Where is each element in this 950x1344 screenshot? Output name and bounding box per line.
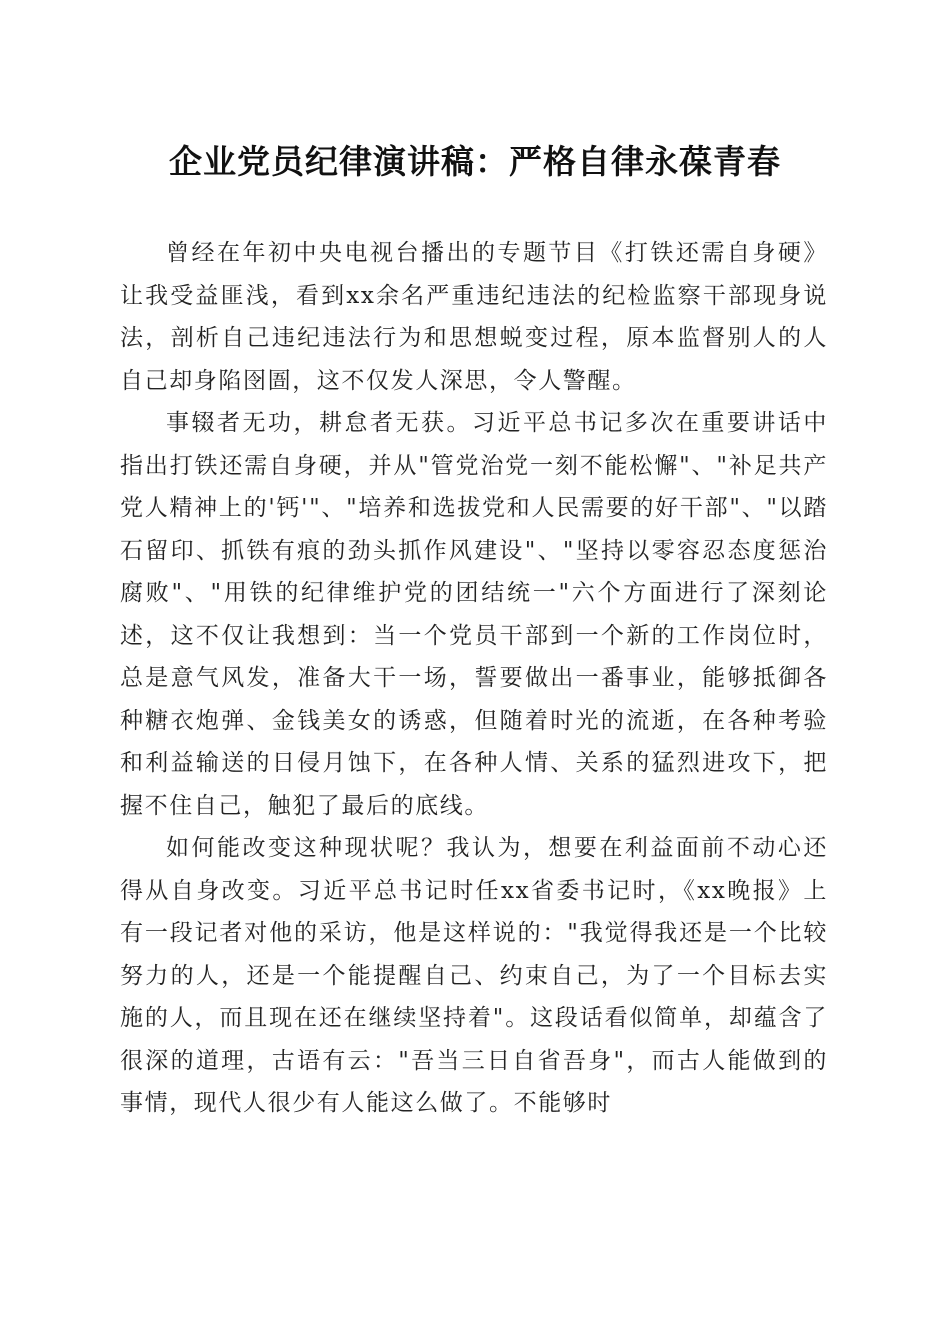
paragraph-3: 如何能改变这种现状呢？我认为，想要在利益面前不动心还得从自身改变。习近平总书记时任xx省委书记时，《xx晚报》上有一段记者对他的采访，他是这样说的："我觉得我还是一个比较努力的人，还是一个能提醒自己、约束自己，为了一个目标去实施的人，而且现在还在继续坚持着"。这段话看似简单，却蕴含了很深的道理，古语有云："吾当三日自省吾身"，而古人能做到的事情，现代人很少有人能这么做了。不能够时 <box>120 835 828 1116</box>
paragraph-2: 事辍者无功，耕怠者无获。习近平总书记多次在重要讲话中指出打铁还需自身硬，并从"管党治党一刻不能松懈"、"补足共产党人精神上的'钙'"、"培养和选拔党和人民需要的好干部"、"以踏石留印、抓铁有痕的劲头抓作风建设"、"坚持以零容忍态度惩治腐败"、"用铁的纪律维护党的团结统一"六个方面进行了深刻论述，这不仅让我想到：当一个党员干部到一个新的工作岗位时，总是意气风发，准备大干一场，誓要做出一番事业，能够抵御各种糖衣炮弹、金钱美女的诱惑，但随着时光的流逝，在各种考验和利益输送的日侵月蚀下，在各种人情、关系的猛烈进攻下，把握不住自己，触犯了最后的底线。 <box>120 410 828 819</box>
document-title: 企业党员纪律演讲稿：严格自律永葆青春 <box>169 142 781 181</box>
document-body <box>120 232 828 1125</box>
paragraph-1: 曾经在年初中央电视台播出的专题节目《打铁还需自身硬》让我受益匪浅，看到xx余名严重违纪违法的纪检监察干部现身说法，剖析自己违纪违法行为和思想蜕变过程，原本监督别人的人自己却身陷囹圄，这不仅发人深思，令人警醒。 <box>120 240 828 394</box>
